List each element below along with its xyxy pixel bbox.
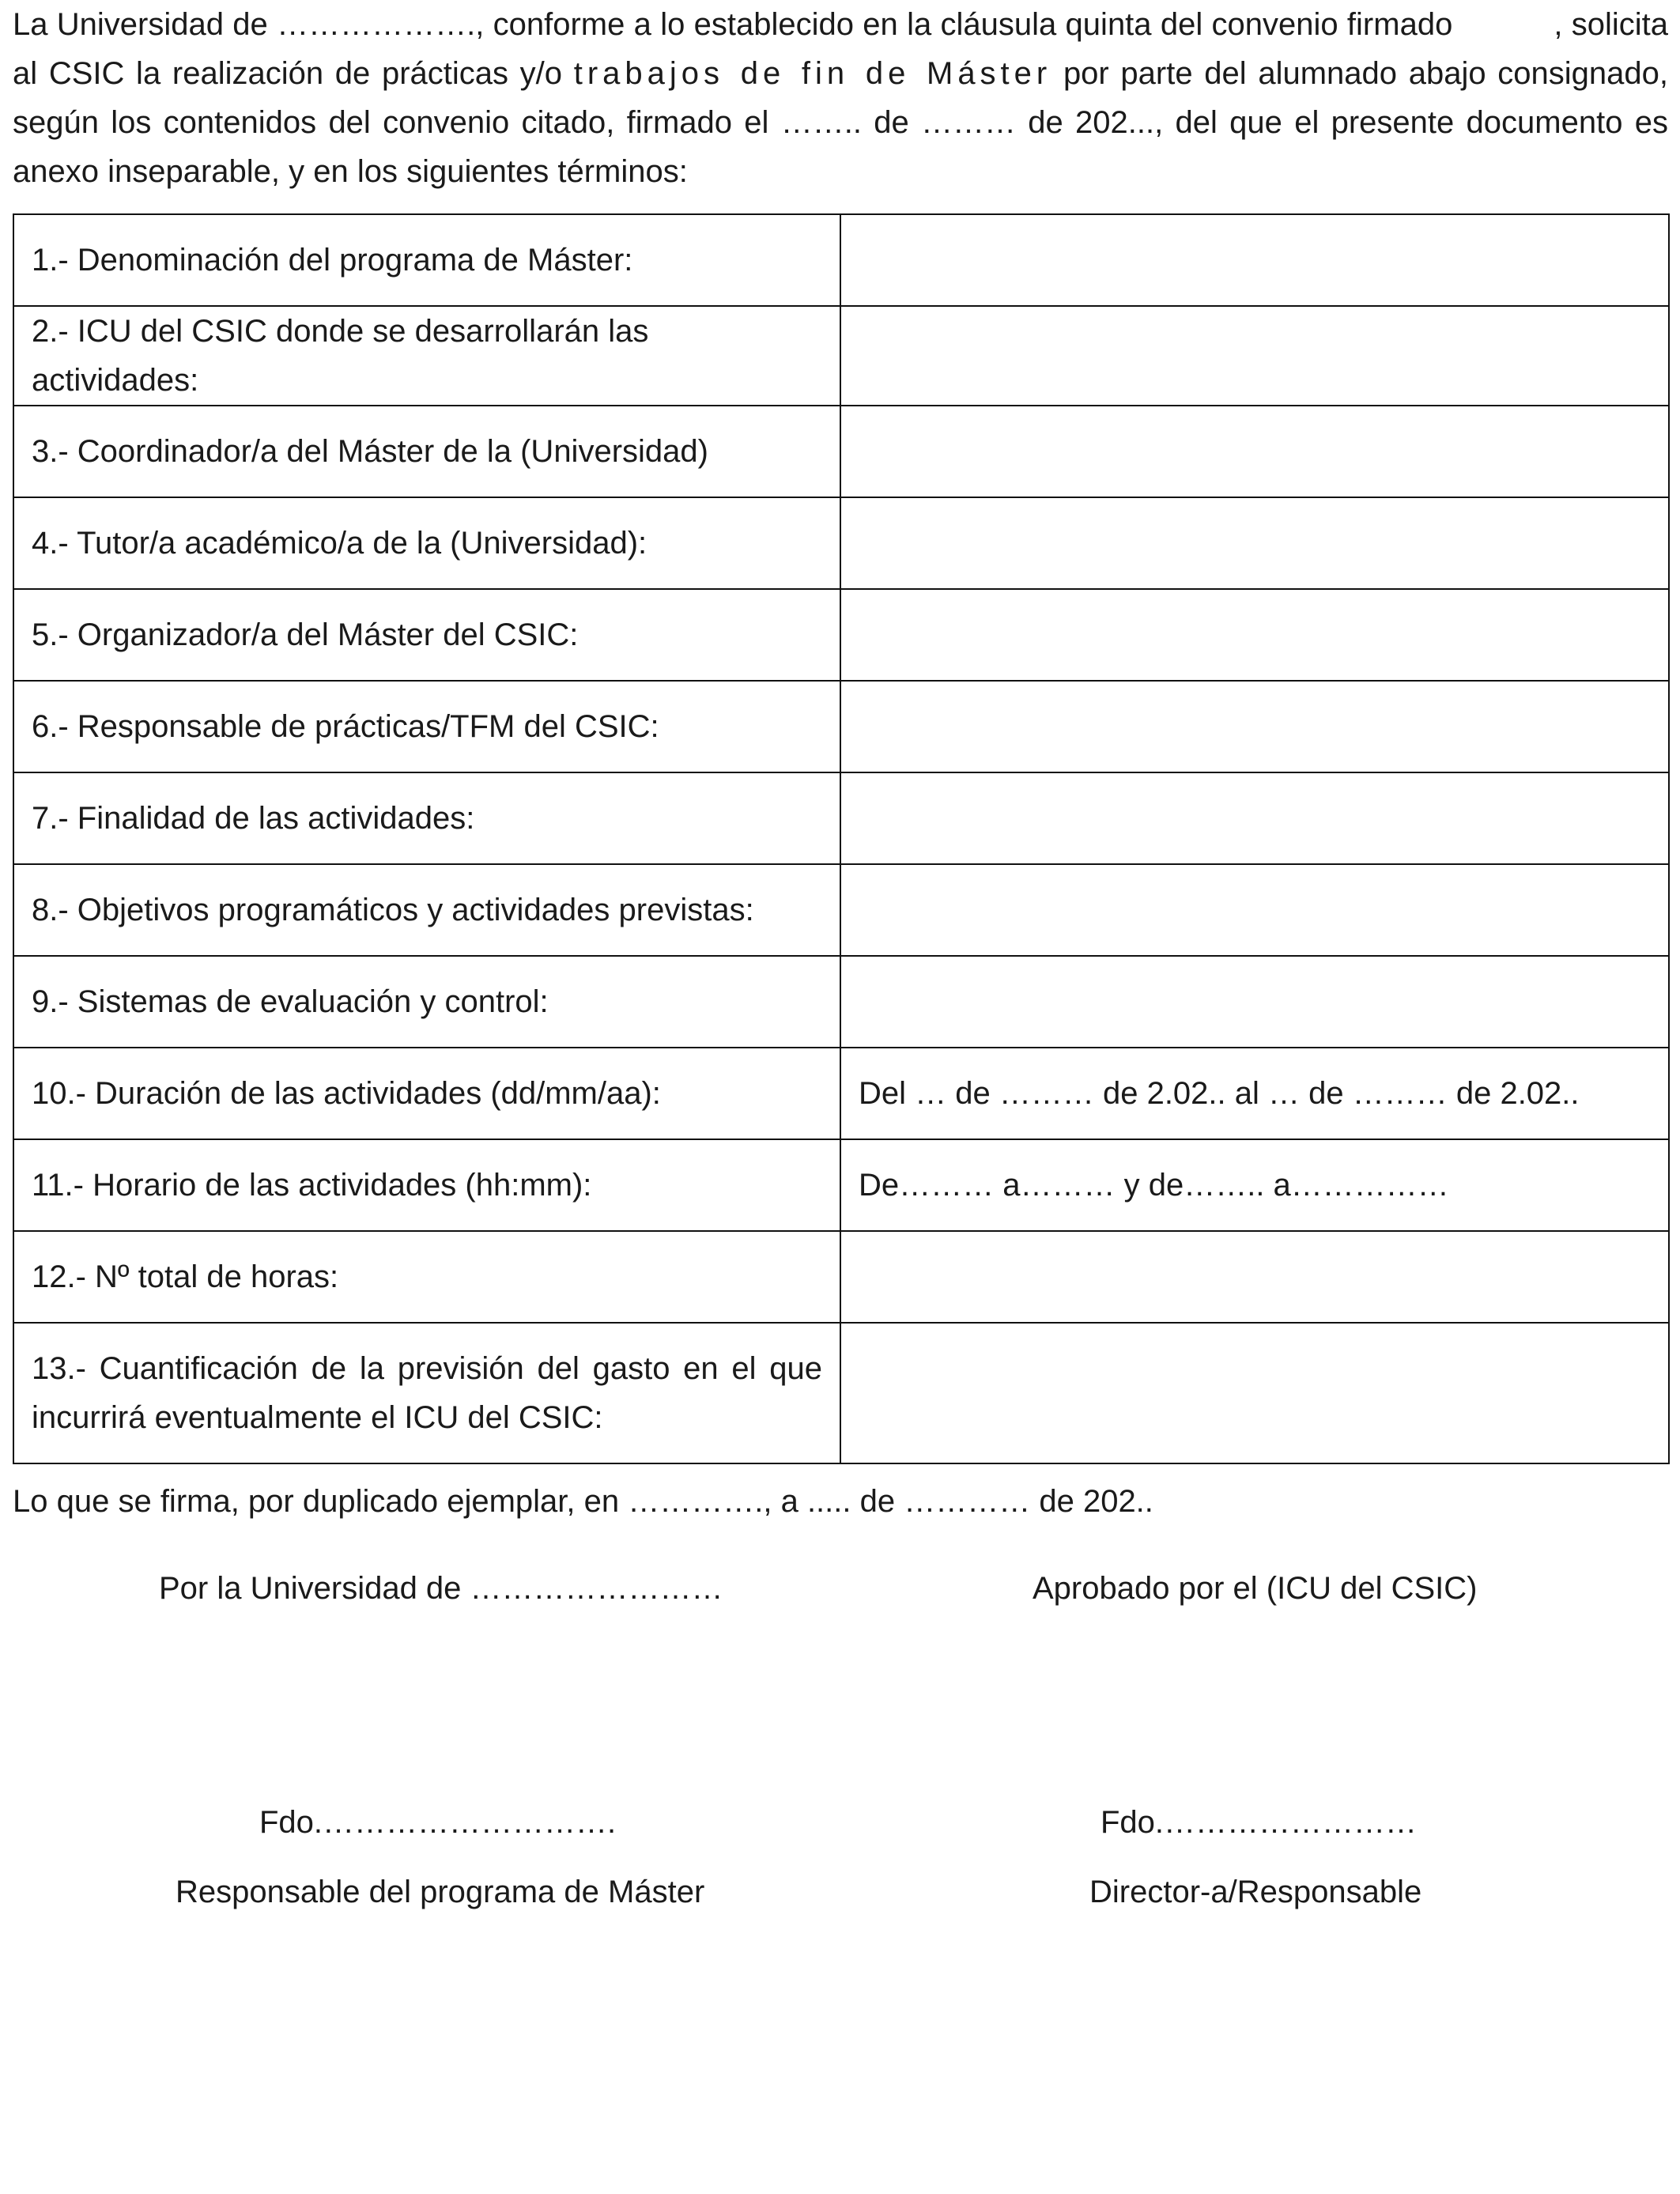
row-label: 12.- Nº total de horas: xyxy=(13,1231,840,1323)
table-row xyxy=(13,1048,1669,1139)
signature-right-role: Director-a/Responsable xyxy=(1089,1875,1422,1909)
row-label: 1.- Denominación del programa de Máster: xyxy=(13,214,840,306)
row-value xyxy=(840,772,1669,864)
table-row xyxy=(13,497,1669,589)
row-label: 9.- Sistemas de evaluación y control: xyxy=(13,956,840,1048)
intro-paragraph xyxy=(13,0,1668,196)
signature-right-fdo: Fdo.…………………… xyxy=(1100,1805,1418,1840)
row-value xyxy=(840,956,1669,1048)
row-label: 10.- Duración de las actividades (dd/mm/aa): xyxy=(13,1048,840,1139)
table-row xyxy=(13,1323,1669,1463)
table-row xyxy=(13,589,1669,681)
row-label: 6.- Responsable de prácticas/TFM del CSIC: xyxy=(13,681,840,772)
row-label: 11.- Horario de las actividades (hh:mm): xyxy=(13,1139,840,1231)
row-value xyxy=(840,681,1669,772)
intro-text-part3: por parte del alumnado abajo consignado, según los contenidos del convenio citado, firmado el …….. de ……… de 202..., del que el presente documento es anexo inseparable, y en los siguientes términos: xyxy=(13,56,1668,189)
table-row xyxy=(13,681,1669,772)
terms-table xyxy=(13,213,1670,1464)
signature-right-heading: Aprobado por el (ICU del CSIC) xyxy=(1033,1571,1478,1606)
signature-left-heading: Por la Universidad de …………………… xyxy=(159,1571,723,1606)
row-label: 2.- ICU del CSIC donde se desarrollarán las actividades: xyxy=(13,306,840,406)
table-row xyxy=(13,306,1669,406)
row-value xyxy=(840,1231,1669,1323)
row-label: 4.- Tutor/a académico/a de la (Universidad): xyxy=(13,497,840,589)
row-label: 5.- Organizador/a del Máster del CSIC: xyxy=(13,589,840,681)
table-row xyxy=(13,1139,1669,1231)
closing-statement: Lo que se firma, por duplicado ejemplar, en …………., a ..... de ………… de 202.. xyxy=(13,1484,1153,1519)
signature-left-fdo: Fdo.………………………. xyxy=(259,1805,617,1840)
intro-text-part1: La Universidad de ………………., conforme a lo establecido en la cláusula quinta del convenio firmado xyxy=(13,7,1453,42)
signature-left-role: Responsable del programa de Máster xyxy=(176,1875,705,1909)
row-value: De……… a……… y de…….. a…………… xyxy=(840,1139,1669,1231)
table-row xyxy=(13,772,1669,864)
row-value xyxy=(840,406,1669,497)
row-value xyxy=(840,306,1669,406)
row-value xyxy=(840,1323,1669,1463)
row-value: Del … de ……… de 2.02.. al … de ……… de 2.02.. xyxy=(840,1048,1669,1139)
intro-text-part2: , solicita al CSIC la realización de prácticas y/o xyxy=(13,7,1668,91)
table-row xyxy=(13,1231,1669,1323)
intro-text-spaced: trabajos de fin de Máster xyxy=(573,56,1052,91)
row-value xyxy=(840,864,1669,956)
table-row xyxy=(13,956,1669,1048)
row-label: 8.- Objetivos programáticos y actividades previstas: xyxy=(13,864,840,956)
table-row xyxy=(13,406,1669,497)
document-page xyxy=(13,0,1668,1909)
row-label: 3.- Coordinador/a del Máster de la (Universidad) xyxy=(13,406,840,497)
row-value xyxy=(840,497,1669,589)
table-row xyxy=(13,864,1669,956)
row-label: 7.- Finalidad de las actividades: xyxy=(13,772,840,864)
row-value xyxy=(840,589,1669,681)
row-label: 13.- Cuantificación de la previsión del gasto en el que incurrirá eventualmente el ICU del CSIC: xyxy=(13,1323,840,1463)
table-row xyxy=(13,214,1669,306)
row-value xyxy=(840,214,1669,306)
